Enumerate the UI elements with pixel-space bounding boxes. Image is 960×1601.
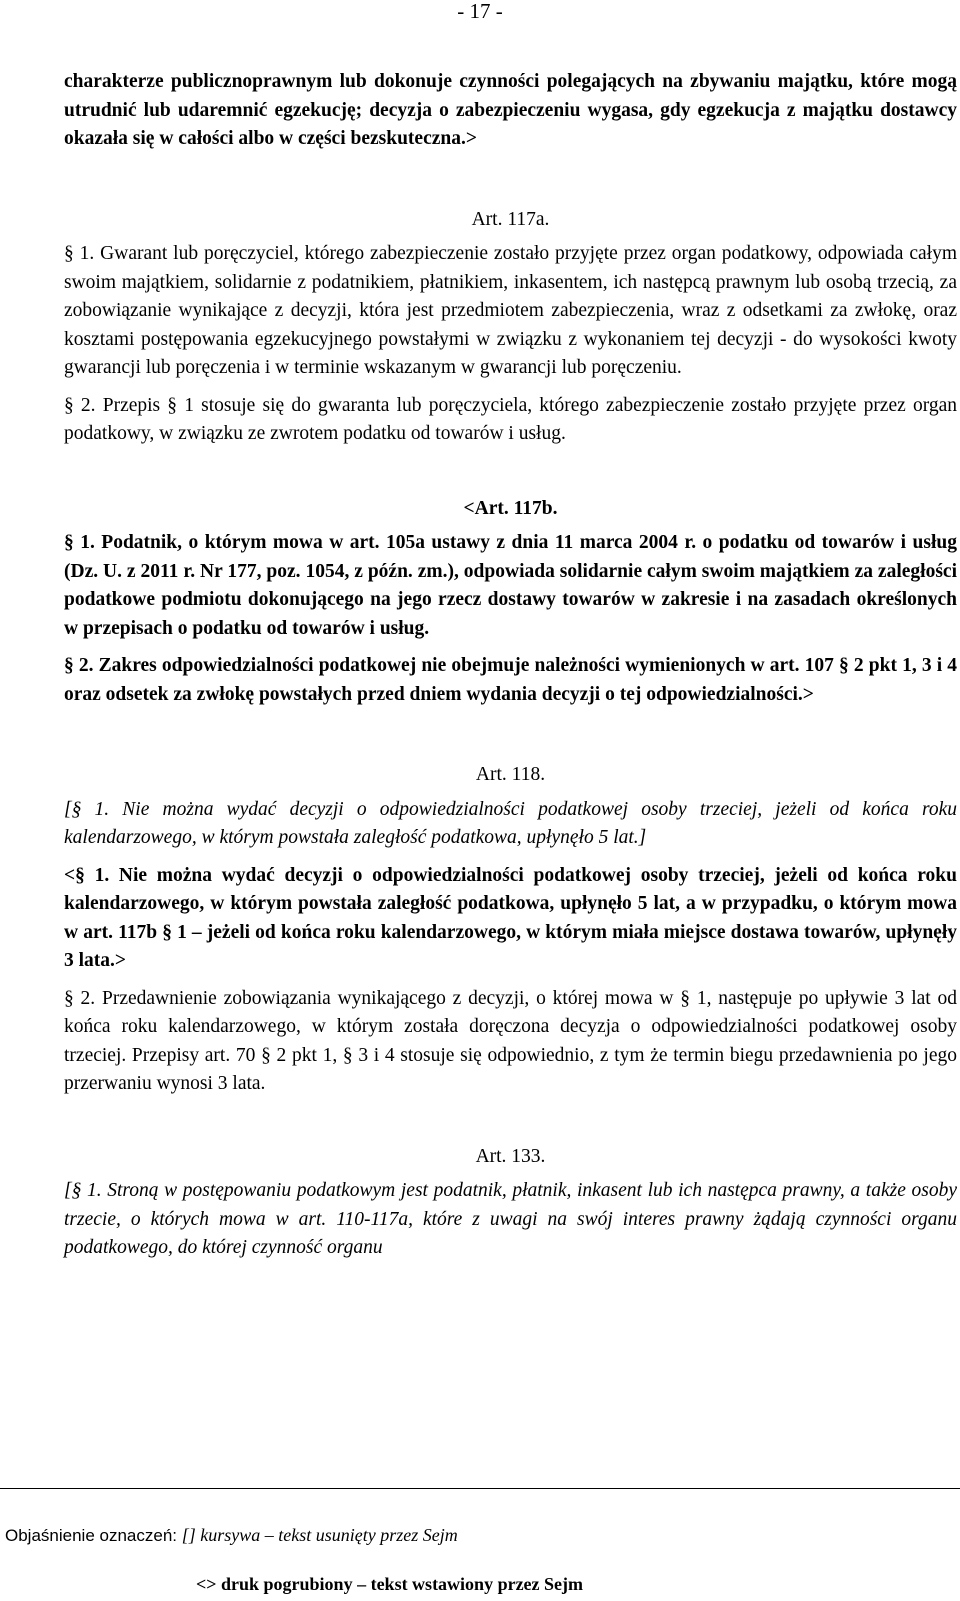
page-number: - 17 -: [457, 0, 503, 23]
article-118-paragraph-2: § 2. Przedawnienie zobowiązania wynikającego z decyzji, o której mowa w § 1, następuje po upływie 3 lat od końca roku kalendarzowego, w którym została doręczona decyzja o odpowiedzialności podatkowej osoby trzeciej. Przepisy art. 70 § 2 pkt 1, § 3 i 4 stosuje się odpowiednio, z tym że termin biegu przedawnienia po jego przerwaniu wynosi 3 lata.: [64, 987, 957, 1094]
article-133-heading: Art. 133.: [475, 1145, 546, 1167]
article-117a-paragraph-1: § 1. Gwarant lub poręczyciel, którego zabezpieczenie zostało przyjęte przez organ podatkowy, odpowiada całym swoim majątkiem, solidarnie z podatnikiem, płatnikiem, inkasentem, ich następcą prawnym lub osobą trzecią, za zobowiązanie wynikające z decyzji, która jest przedmiotem zabezpieczenia, wraz z odsetkami za zwłokę, oraz kosztami postępowania egzekucyjnego powstałymi w związku z wykonaniem tej decyzji - do wysokości kwoty gwarancji lub poręczenia i w terminie wskazanym w gwarancji lub poręczeniu.: [64, 243, 957, 378]
article-118-paragraph-1-inserted: <§ 1. Nie można wydać decyzji o odpowiedzialności podatkowej osoby trzeciej, jeżeli od końca roku kalendarzowego, w którym powstała zaległość podatkowa, upłynęło 5 lat, a w przypadku, o którym mowa w art. 117b § 1 – jeżeli od końca roku kalendarzowego, w którym miała miejsce dostawa towarów, upłynęły 3 lata.>: [64, 864, 957, 971]
article-117b-paragraph-2: § 2. Zakres odpowiedzialności podatkowej nie obejmuje należności wymienionych w art. 107 § 2 pkt 1, 3 i 4 oraz odsetek za zwłokę powstałych przed dniem wydania decyzji o tej odpowiedzialności.>: [64, 655, 957, 705]
footer-legend-line-2: <> druk pogrubiony – tekst wstawiony przez Sejm: [196, 1574, 584, 1594]
legend-label: Objaśnienie oznaczeń:: [5, 1526, 178, 1545]
article-118-paragraph-1-removed: [§ 1. Nie można wydać decyzji o odpowiedzialności podatkowej osoby trzeciej, jeżeli od końca roku kalendarzowego, w którym powstała zaległość podatkowa, upłynęło 5 lat.]: [64, 798, 957, 848]
article-117b-paragraph-1: § 1. Podatnik, o którym mowa w art. 105a ustawy z dnia 11 marca 2004 r. o podatku od towarów i usług (Dz. U. z 2011 r. Nr 177, poz. 1054, z późn. zm.), odpowiada solidarnie całym swoim majątkiem za zaległości podatkowe podmiotu dokonującego na jego rzecz dostawy towarów w zakresie i na zasadach określonych w przepisach o podatku od towarów i usług.: [64, 532, 957, 639]
article-117b-heading: <Art. 117b.: [463, 497, 558, 519]
article-117a-heading: Art. 117a.: [471, 208, 550, 230]
article-118-heading: Art. 118.: [475, 764, 546, 785]
document-body: [64, 68, 957, 1263]
legend-italic: [] kursywa – tekst usunięty przez Sejm: [181, 1525, 458, 1545]
footer-divider: [0, 1488, 960, 1489]
article-133-paragraph-1-removed: [§ 1. Stroną w postępowaniu podatkowym jest podatnik, płatnik, inkasent lub ich następca prawny, a także osoby trzecie, o których mowa w art. 110-117a, które z uwagi na swój interes prawny żądają czynności organu podatkowego, do której czynność organu: [64, 1180, 957, 1258]
article-117a-paragraph-2: § 2. Przepis § 1 stosuje się do gwaranta lub poręczyciela, którego zabezpieczenie zostało przyjęte przez organ podatkowy, w związku ze zwrotem podatku od towarów i usług.: [64, 394, 957, 444]
footer-legend-line-1: [5, 1524, 458, 1547]
intro-paragraph: charakterze publicznoprawnym lub dokonuje czynności polegających na zbywaniu majątku, które mogą utrudnić lub udaremnić egzekucję; decyzja o zabezpieczeniu wygasa, gdy egzekucja z majątku dostawcy okazała się w całości albo w części bezskuteczna.>: [64, 71, 957, 149]
